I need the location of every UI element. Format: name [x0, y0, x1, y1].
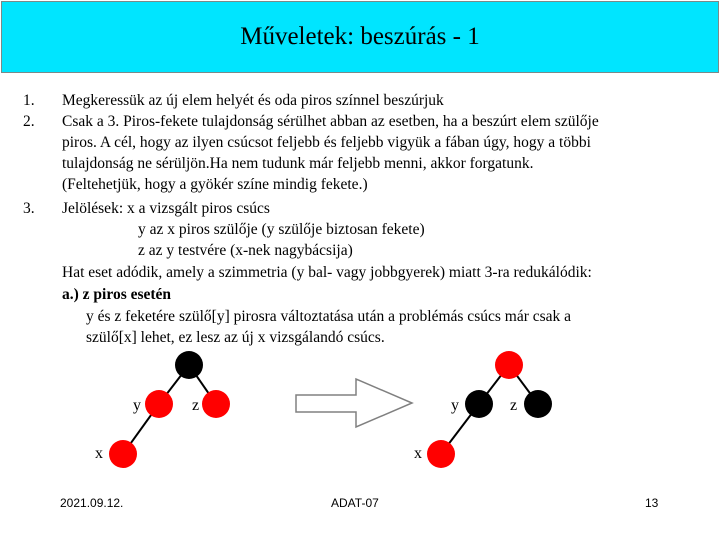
left-y-label: y	[133, 397, 141, 414]
list-item-1-line-1: Megkeressük az új elem helyét és oda piros színnel beszúrjuk	[62, 92, 444, 109]
list-item-3-line-4: Hat eset adódik, amely a szimmetria (y bal- vagy jobbgyerek) miatt 3-ra redukálódik:	[62, 264, 592, 281]
left-root-node	[175, 351, 203, 379]
tree-diagram	[0, 340, 720, 480]
list-item-2-line-1: Csak a 3. Piros-fekete tulajdonság sérülhet abban az esetben, ha a beszúrt elem szülője	[62, 113, 599, 130]
list-item-2-line-3: tulajdonság ne sérüljön.Ha nem tudunk már feljebb menni, akkor forgatunk.	[62, 155, 534, 172]
footer-page-number: 13	[645, 496, 659, 510]
right-x-node	[427, 440, 455, 468]
footer-course: ADAT-07	[331, 496, 379, 510]
list-item-3-line-7: szülő[x] lehet, ez lesz az új x vizsgálandó csúcs.	[86, 329, 385, 346]
list-item-3-line-2: y az x piros szülője (y szülője biztosan fekete)	[138, 221, 425, 238]
list-item-3-line-6: y és z feketére szülő[y] pirosra változtatása után a problémás csúcs már csak a	[86, 308, 572, 325]
list-number-1: 1.	[23, 92, 35, 109]
left-z-node	[202, 390, 230, 418]
left-z-label: z	[192, 397, 200, 414]
list-number-3: 3.	[23, 200, 35, 217]
list-item-3-line-3: z az y testvére (x-nek nagybácsija)	[138, 242, 353, 259]
title-bar	[1, 1, 719, 73]
list-item-3-line-1: Jelölések: x a vizsgált piros csúcs	[62, 200, 270, 217]
right-z-node	[524, 390, 552, 418]
right-y-node	[465, 390, 493, 418]
right-x-label: x	[414, 445, 422, 462]
right-y-label: y	[451, 397, 459, 414]
list-item-3-line-5: a.) z piros esetén	[62, 286, 172, 303]
slide-title: Műveletek: beszúrás - 1	[240, 23, 480, 50]
left-y-node	[145, 390, 173, 418]
right-root-node	[495, 351, 523, 379]
right-z-label: z	[510, 397, 518, 414]
footer-date: 2021.09.12.	[60, 496, 124, 510]
list-item-2-line-4: (Feltehetjük, hogy a gyökér színe mindig fekete.)	[62, 176, 368, 193]
transform-arrow	[296, 379, 412, 427]
list-item-2-line-2: piros. A cél, hogy az ilyen csúcsot feljebb és feljebb vigyük a fában úgy, hogy a többi	[62, 134, 591, 151]
list-number-2: 2.	[23, 113, 35, 130]
left-x-node	[109, 440, 137, 468]
left-x-label: x	[95, 445, 103, 462]
